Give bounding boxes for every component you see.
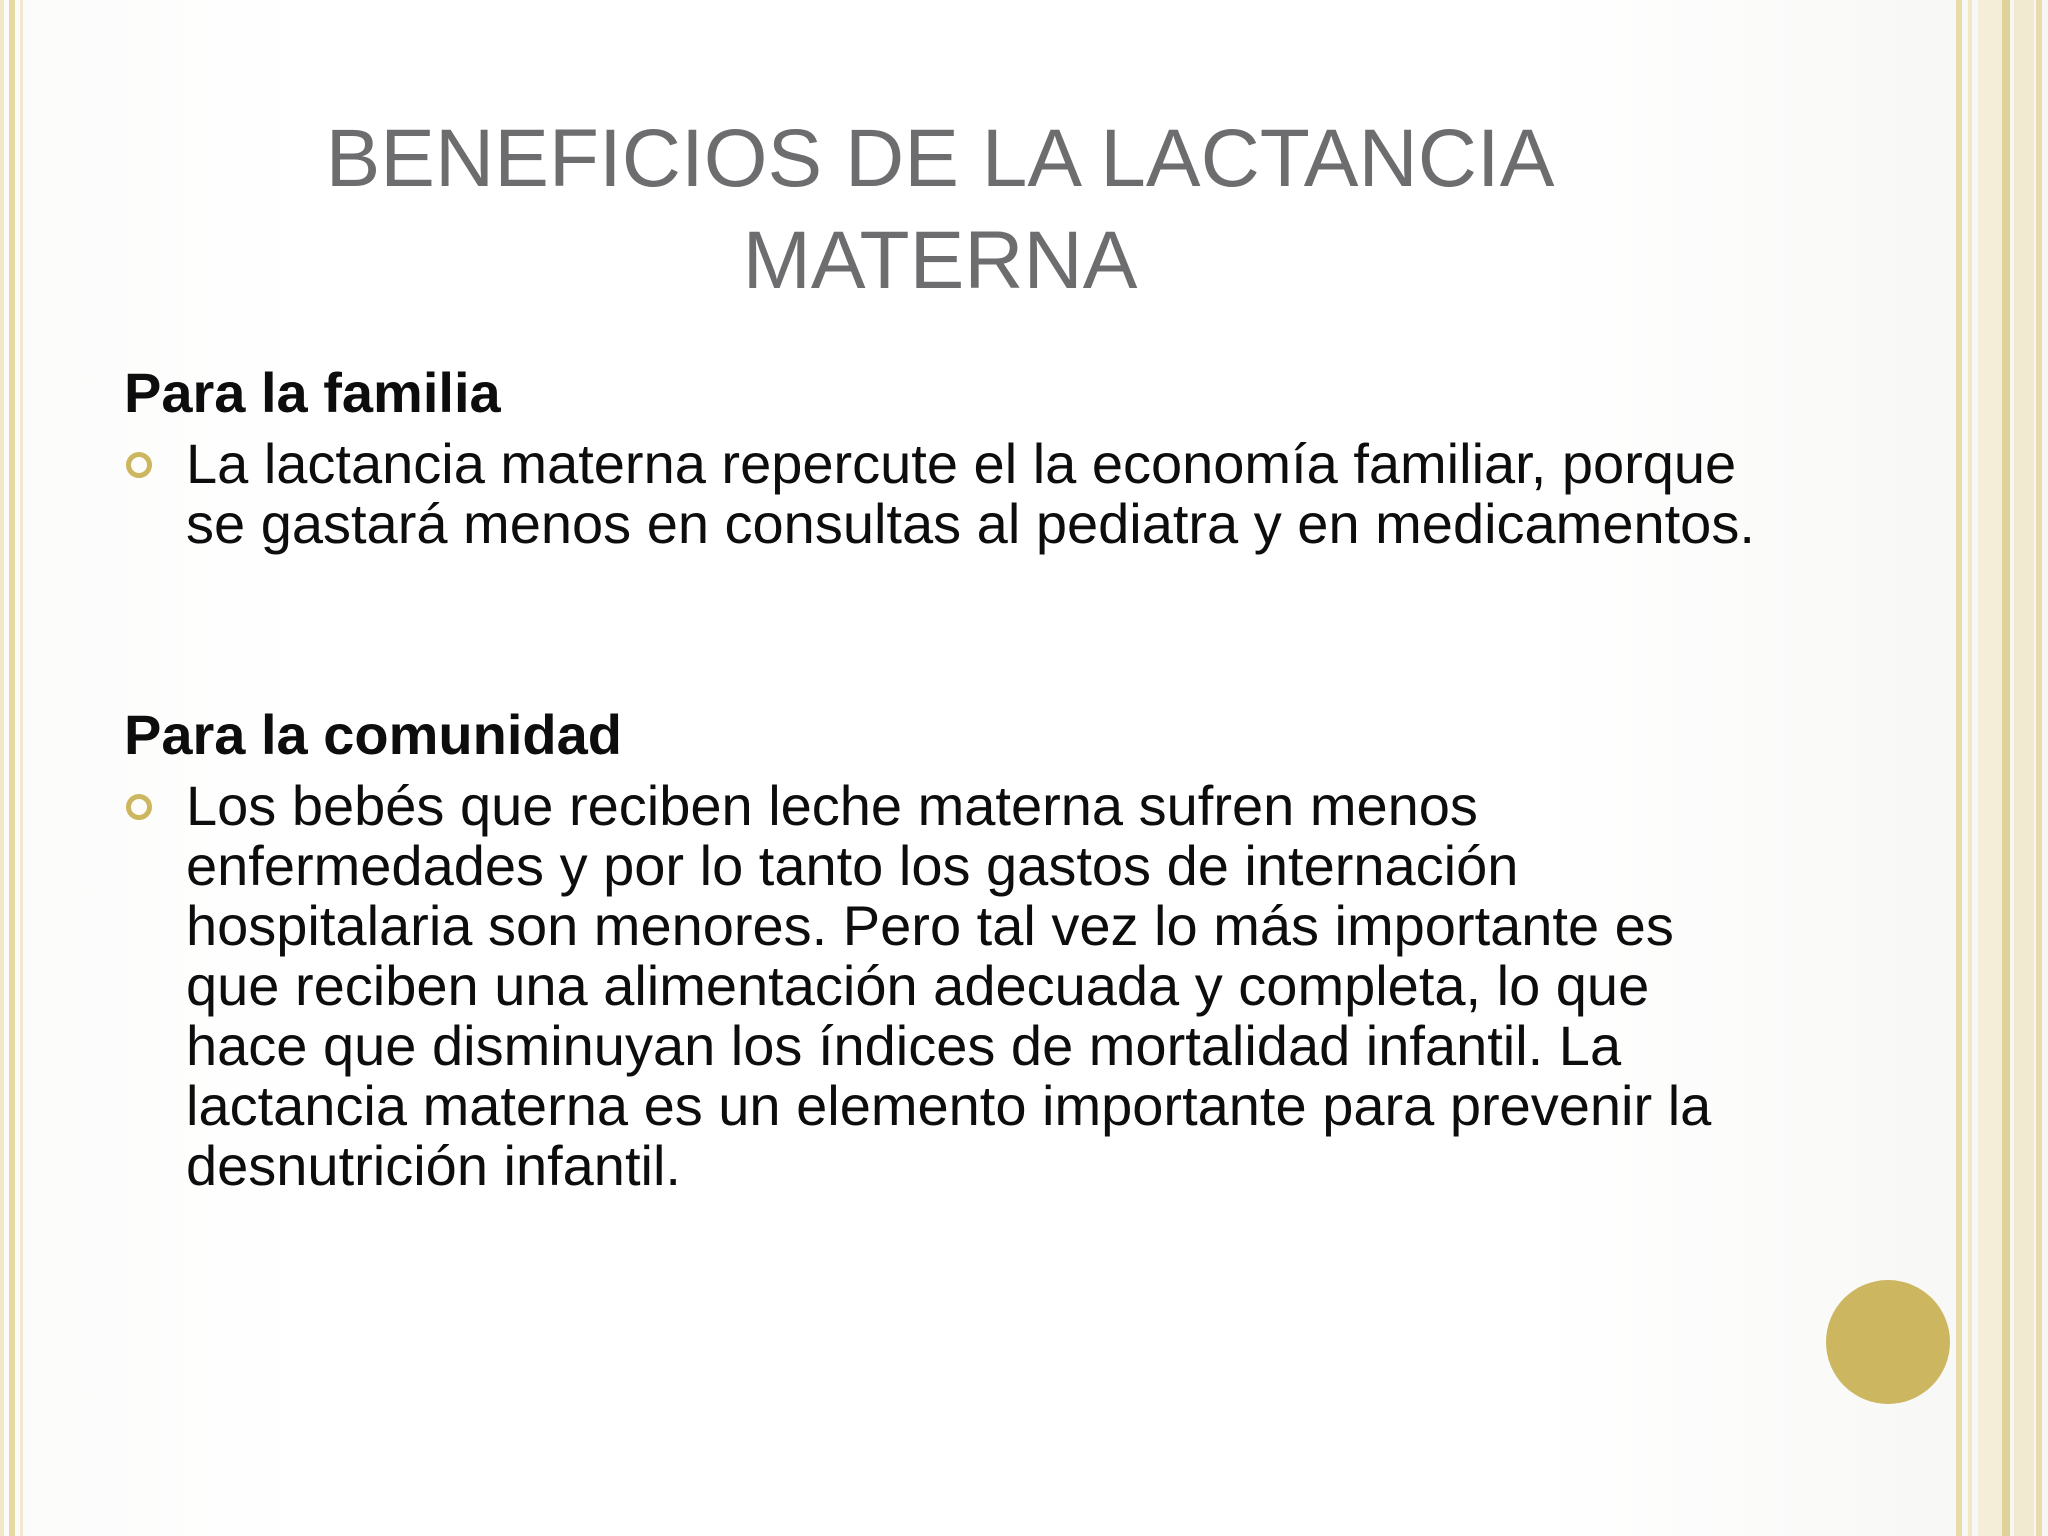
left-decorative-border (0, 0, 30, 1536)
right-decorative-border (1956, 0, 2048, 1536)
bullet-item (124, 776, 1764, 1196)
section-heading-comunidad: Para la comunidad (124, 703, 622, 766)
slide-content (124, 360, 1764, 1196)
section-heading-familia: Para la familia (124, 361, 501, 424)
gold-circle-decoration (1826, 1280, 1950, 1404)
slide-title: BENEFICIOS DE LA LACTANCIA MATERNA (325, 113, 1555, 306)
hollow-circle-bullet-icon (126, 452, 152, 478)
bullet-item (124, 434, 1764, 554)
bullet-text: La lactancia materna repercute el la economía familiar, porque se gastará menos en consultas al pediatra y en medicamentos. (186, 432, 1755, 555)
bullet-text: Los bebés que reciben leche materna sufren menos enfermedades y por lo tanto los gastos de internación hospitalaria son menores. Pero tal vez lo más importante es que reciben una alimentación adecuada y completa, lo que hace que disminuyan los índices de mortalidad infantil. La lactancia materna es un elemento importante para prevenir la desnutrición infantil. (186, 774, 1712, 1197)
hollow-circle-bullet-icon (126, 794, 152, 820)
